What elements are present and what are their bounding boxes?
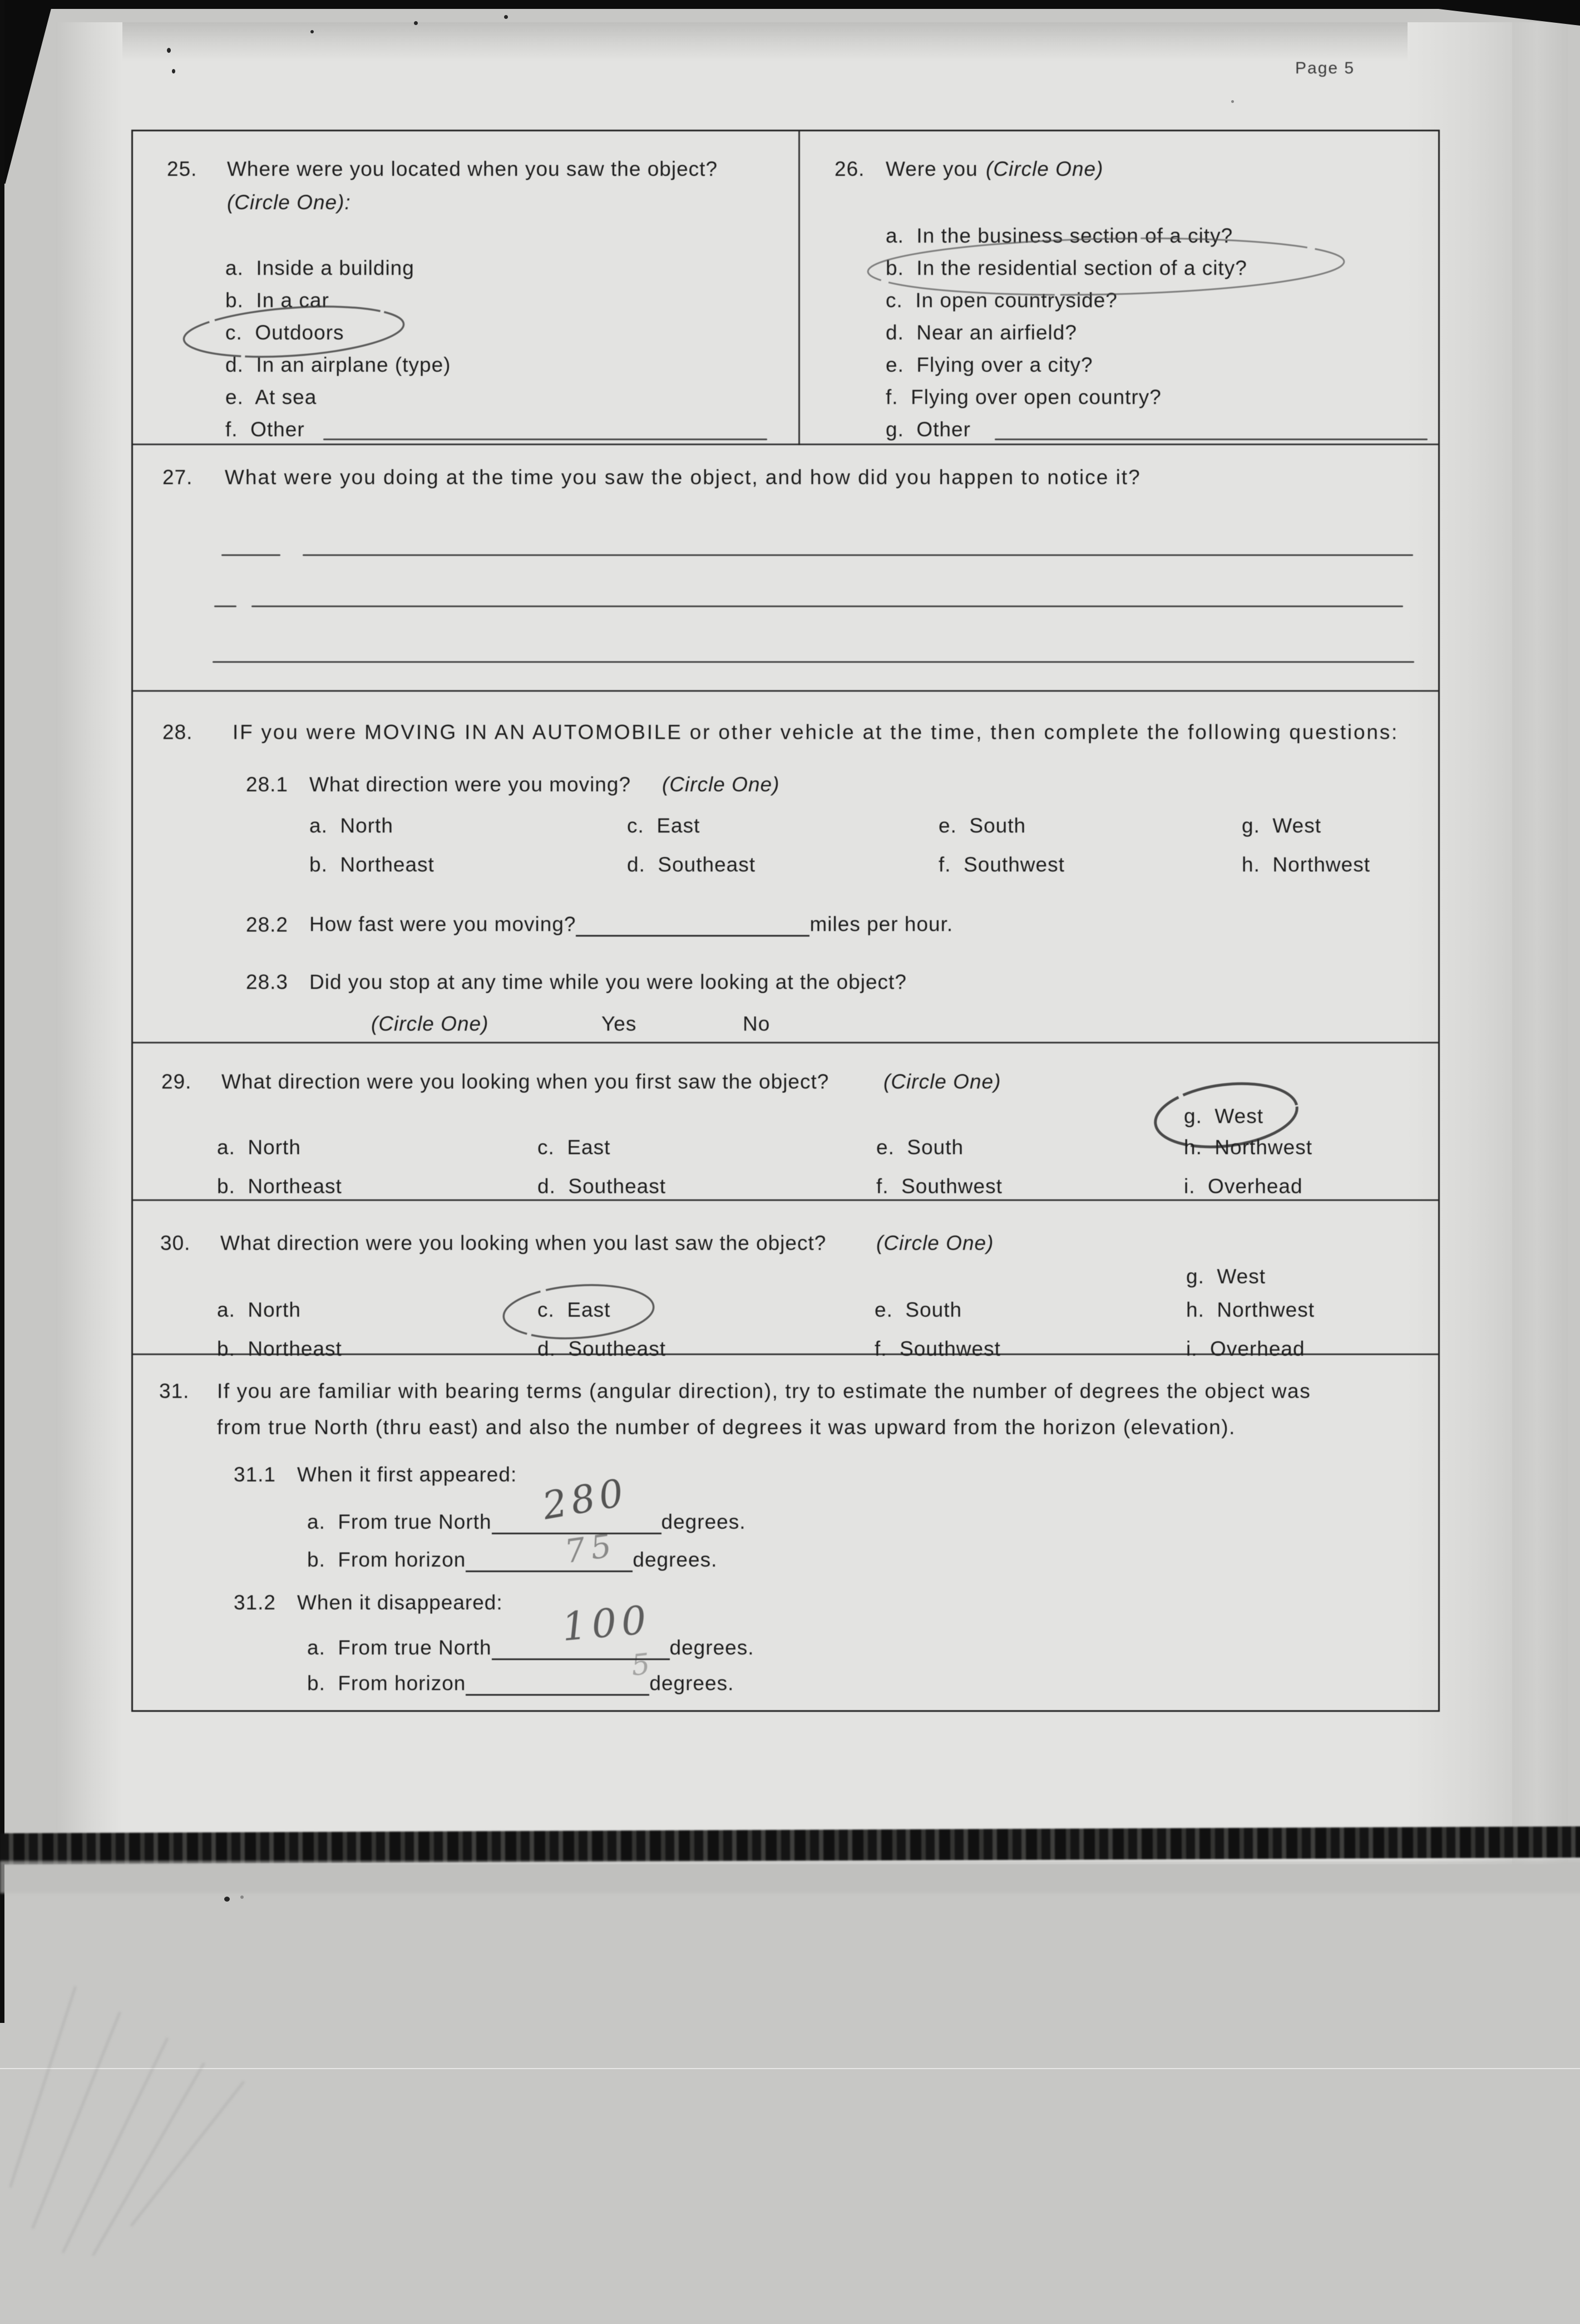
row-divider [131, 1199, 1440, 1201]
q30-option: c. East [537, 1298, 611, 1321]
q28-number: 28. [162, 721, 193, 744]
q28-2-suffix: miles per hour. [809, 912, 954, 935]
q31-1b-label: b. From horizon [307, 1548, 466, 1571]
q29-instruction: (Circle One) [883, 1070, 1001, 1093]
q25-instruction: (Circle One): [227, 191, 351, 214]
q27-answer-line [214, 605, 236, 607]
row-divider [131, 1042, 1440, 1043]
q28-1-option: a. North [309, 814, 393, 837]
q31-2b-label: b. From horizon [307, 1671, 466, 1695]
q26-option: a. In the business section of a city? [886, 224, 1233, 247]
q31-2a-suffix: degrees. [669, 1636, 754, 1659]
column-divider [798, 130, 800, 445]
q26-number: 26. [835, 157, 865, 180]
q29-number: 29. [161, 1070, 192, 1093]
q26-option: b. In the residential section of a city? [886, 257, 1247, 279]
q27-answer-line [221, 554, 280, 556]
q28-1-number: 28.1 [246, 773, 289, 796]
q29-option: h. Northwest [1184, 1136, 1312, 1159]
row-divider [131, 444, 1440, 445]
q30-option: d. Southeast [537, 1337, 666, 1360]
q28-1-option: e. South [939, 814, 1026, 837]
handwritten-value-true-north-disappeared: 100 [560, 1597, 653, 1650]
handwritten-value-true-north-first: 280 [539, 1470, 631, 1529]
q25-option: a. Inside a building [225, 257, 414, 279]
q28-3-yes-option: Yes [601, 1012, 637, 1035]
q25-number: 25. [167, 157, 198, 180]
q31-1a-label: a. From true North [307, 1510, 492, 1533]
q31-2b-suffix: degrees. [649, 1671, 734, 1695]
q29-option: i. Overhead [1184, 1175, 1303, 1198]
q30-number: 30. [160, 1232, 191, 1254]
q25-option: d. In an airplane (type) [225, 353, 451, 376]
q30-option: a. North [217, 1298, 301, 1321]
q26-question: Were you [886, 157, 978, 180]
q26-option: f. Flying over open country? [886, 386, 1162, 408]
q29-option: e. South [876, 1136, 964, 1159]
hand-drawn-circle-q30-east [496, 1281, 663, 1342]
q28-question: IF you were MOVING IN AN AUTOMOBILE or other vehicle at the time, then complete the following questions: [233, 721, 1399, 744]
q30-option: h. Northwest [1186, 1298, 1315, 1321]
q26-option: e. Flying over a city? [886, 353, 1093, 376]
q31-2-number: 31.2 [234, 1591, 276, 1614]
q25-option: e. At sea [225, 386, 317, 408]
q28-2-label: How fast were you moving? [309, 912, 576, 935]
q31-2b-blank-line [466, 1671, 649, 1696]
q27-answer-line [213, 661, 1414, 663]
q28-2-row [309, 912, 953, 937]
q29-circled-option: g. West [1184, 1105, 1264, 1127]
q26-option: g. Other [886, 418, 971, 441]
q31-1-number: 31.1 [234, 1463, 276, 1486]
q25-option: f. Other [225, 418, 305, 441]
q26-instruction: (Circle One) [986, 157, 1104, 180]
q28-3-instruction: (Circle One) [371, 1012, 489, 1035]
q28-1-option: b. Northeast [309, 853, 434, 876]
q31-question-line1: If you are familiar with bearing terms (angular direction), try to estimate the number of degrees the object was [217, 1380, 1311, 1402]
q26-option: d. Near an airfield? [886, 321, 1077, 344]
q30-instruction: (Circle One) [876, 1232, 994, 1254]
q31-2-label: When it disappeared: [297, 1591, 503, 1614]
q27-number: 27. [162, 466, 193, 489]
q30-question: What direction were you looking when you last saw the object? [220, 1232, 827, 1254]
q30-option: f. Southwest [875, 1337, 1001, 1360]
q30-option: i. Overhead [1186, 1337, 1305, 1360]
q31-2a-label: a. From true North [307, 1636, 492, 1659]
q28-3-number: 28.3 [246, 971, 289, 993]
q25-option: b. In a car [225, 289, 329, 312]
hand-drawn-circle-q26-residential [861, 236, 1351, 297]
q31-2a-row [307, 1635, 754, 1660]
q31-number: 31. [159, 1380, 190, 1402]
row-divider [131, 690, 1440, 692]
q25-other-blank-line [323, 439, 767, 440]
page-number: Page 5 [1295, 59, 1355, 77]
q28-1-instruction: (Circle One) [662, 773, 780, 796]
q28-1-option: c. East [627, 814, 700, 837]
q28-2-number: 28.2 [246, 913, 289, 936]
q27-answer-line [251, 605, 1403, 607]
q28-1-option: g. West [1242, 814, 1322, 837]
q28-1-option: h. Northwest [1242, 853, 1370, 876]
q31-1b-suffix: degrees. [633, 1548, 718, 1571]
q25-option: c. Outdoors [225, 321, 344, 344]
q31-2b-row [307, 1671, 734, 1696]
q27-question: What were you doing at the time you saw the object, and how did you happen to notice it? [225, 466, 1141, 489]
q25-question: Where were you located when you saw the object? [227, 157, 718, 180]
q31-1-label: When it first appeared: [297, 1463, 517, 1486]
q26-option: c. In open countryside? [886, 289, 1118, 312]
q31-1a-suffix: degrees. [661, 1510, 746, 1533]
q30-west-option: g. West [1186, 1265, 1266, 1288]
q29-option: b. Northeast [217, 1175, 342, 1198]
q28-3-question: Did you stop at any time while you were looking at the object? [309, 971, 907, 993]
q28-1-option: f. Southwest [939, 853, 1065, 876]
q29-option: d. Southeast [537, 1175, 666, 1198]
q29-question: What direction were you looking when you first saw the object? [221, 1070, 830, 1093]
q28-1-option: d. Southeast [627, 853, 756, 876]
q31-1a-row [307, 1509, 746, 1534]
hand-drawn-circle-q25-outdoors [177, 304, 411, 360]
q29-option: a. North [217, 1136, 301, 1159]
handwritten-value-horizon-first: 75 [562, 1525, 620, 1571]
q30-option: b. Northeast [217, 1337, 342, 1360]
q31-question-line2: from true North (thru east) and also the number of degrees it was upward from the horizon (elevation). [217, 1416, 1236, 1439]
handwritten-value-horizon-disappeared: 5 [629, 1647, 652, 1683]
q27-answer-line [303, 554, 1413, 556]
q28-2-blank-line [576, 912, 809, 937]
q31-1b-row [307, 1547, 717, 1572]
q26-other-blank-line [995, 439, 1428, 440]
q28-3-no-option: No [743, 1012, 771, 1035]
q29-option: f. Southwest [876, 1175, 1003, 1198]
q28-1-question: What direction were you moving? [309, 773, 631, 796]
q30-option: e. South [875, 1298, 962, 1321]
q29-option: c. East [537, 1136, 611, 1159]
